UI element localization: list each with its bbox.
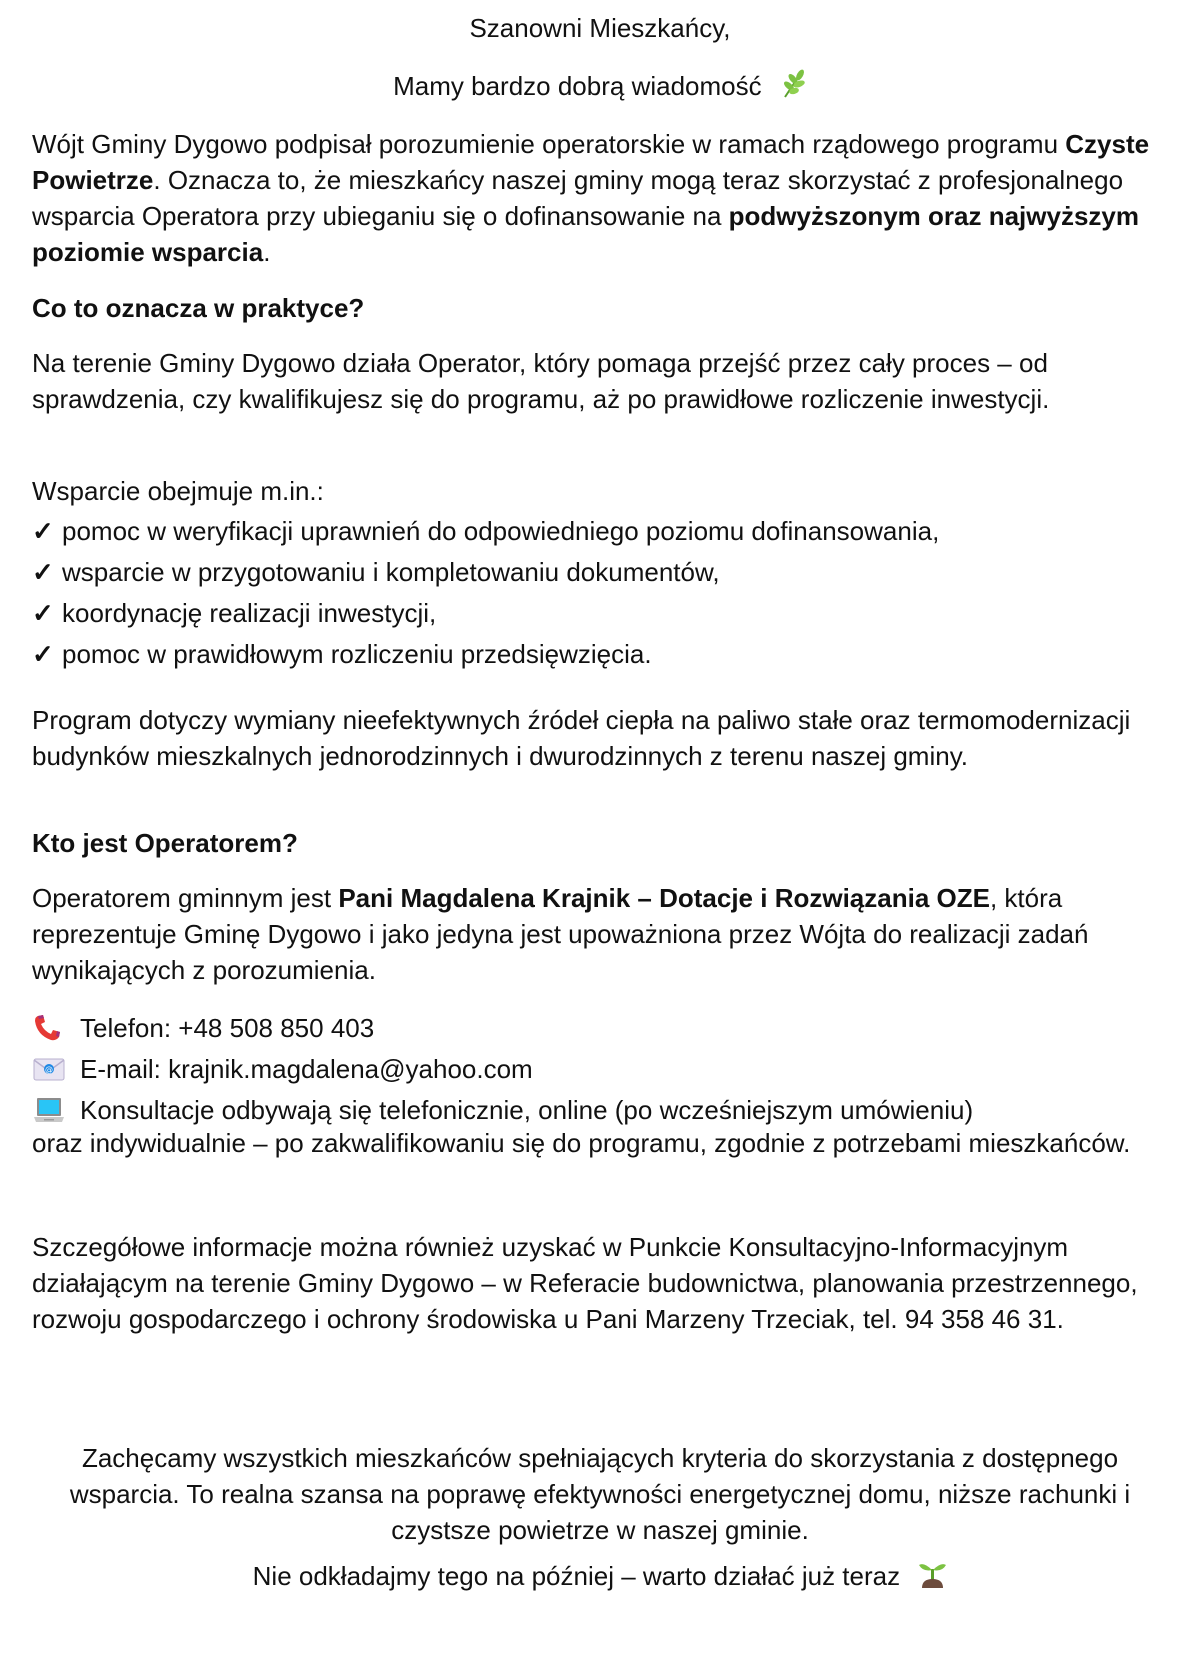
- list-item-text: wsparcie w przygotowaniu i kompletowaniu dokumentów,: [62, 557, 720, 587]
- heading-operator: Kto jest Operatorem?: [32, 828, 298, 858]
- phone-text[interactable]: Telefon: +48 508 850 403: [80, 1012, 375, 1043]
- contact-block: [32, 1007, 1172, 1161]
- support-list: [32, 513, 1172, 677]
- phone-icon: [32, 1013, 68, 1043]
- checkmark-icon: ✓: [32, 639, 54, 669]
- email-text[interactable]: E-mail: krajnik.magdalena@yahoo.com: [80, 1053, 533, 1084]
- operator-paragraph: [32, 880, 1172, 988]
- operator-name: Pani Magdalena Krajnik – Dotacje i Rozwiązania OZE: [338, 883, 990, 913]
- support-list-lead: Wsparcie obejmuje m.in.:: [32, 476, 324, 506]
- operator-text-2: , która reprezentuje Gminę Dygowo i jako jedyna jest upoważniona przez Wójta do realizacji zadań wynikających z porozumienia.: [32, 883, 1089, 985]
- consultations-text: Konsultacje odbywają się telefonicznie, online (po wcześniejszym umówieniu): [80, 1094, 974, 1125]
- herb-icon: [779, 69, 807, 108]
- intro-text-2: . Oznacza to, że mieszkańcy naszej gminy mogą teraz skorzystać z profesjonalnego wsparcia Operatora przy ubieganiu się o dofinansowanie na: [32, 165, 1124, 231]
- closing-paragraph: Zachęcamy wszystkich mieszkańców spełniających kryteria do skorzystania z dostępnego wsparcia. To realna szansa na poprawę efektywności energetycznej domu, niższe rachunki i czystsze powietrze w naszej gminie.: [69, 1443, 1131, 1545]
- list-item: [32, 554, 1172, 595]
- support-levels: podwyższonym oraz najwyższym poziomie wsparcia: [32, 201, 1139, 267]
- program-name: Czyste Powietrze: [32, 129, 1150, 195]
- checkmark-icon: ✓: [32, 598, 54, 628]
- heading-practice: Co to oznacza w praktyce?: [32, 293, 365, 323]
- intro-paragraph: [32, 126, 1172, 270]
- final-call: [0, 1558, 1200, 1598]
- greeting: Szanowni Mieszkańcy,: [469, 13, 731, 43]
- contact-email: [32, 1048, 1172, 1089]
- contact-consultations: [32, 1089, 1172, 1130]
- operator-text-1: Operatorem gminnym jest: [32, 883, 339, 913]
- headline: [0, 68, 1200, 108]
- list-item: [32, 513, 1172, 554]
- seedling-icon: [917, 1559, 947, 1598]
- list-item-text: pomoc w prawidłowym rozliczeniu przedsięwzięcia.: [62, 639, 652, 669]
- intro-text-1: Wójt Gminy Dygowo podpisał porozumienie operatorskie w ramach rządowego programu: [32, 129, 1066, 159]
- program-scope-paragraph: Program dotyczy wymiany nieefektywnych źródeł ciepła na paliwo stałe oraz termomodernizacji budynków mieszkalnych jednorodzinnych i dwurodzinnych z terenu naszej gminy.: [32, 705, 1131, 771]
- checkmark-icon: ✓: [32, 516, 54, 546]
- list-item: [32, 595, 1172, 636]
- email-icon: [32, 1054, 68, 1084]
- list-item-text: koordynację realizacji inwestycji,: [62, 598, 437, 628]
- consultations-continuation: oraz indywidualnie – po zakwalifikowaniu się do programu, zgodnie z potrzebami mieszkańców.: [32, 1128, 1131, 1158]
- intro-text-3: .: [263, 237, 271, 267]
- headline-text: Mamy bardzo dobrą wiadomość: [393, 71, 762, 101]
- final-text: Nie odkładajmy tego na później – warto działać już teraz: [252, 1561, 901, 1591]
- details-paragraph: Szczegółowe informacje można również uzyskać w Punkcie Konsultacyjno-Informacyjnym działającym na terenie Gminy Dygowo – w Referacie budownictwa, planowania przestrzennego, rozwoju gospodarczego i ochrony środowiska u Pani Marzeny Trzeciak, tel. 94 358 46 31.: [32, 1232, 1138, 1334]
- contact-phone: [32, 1007, 1172, 1048]
- svg-text:@: @: [45, 1064, 53, 1074]
- list-item: [32, 636, 1172, 677]
- practice-paragraph: Na terenie Gminy Dygowo działa Operator, który pomaga przejść przez cały proces – od sprawdzenia, czy kwalifikujesz się do programu, aż po prawidłowe rozliczenie inwestycji.: [32, 348, 1050, 414]
- laptop-icon: [32, 1095, 68, 1125]
- list-item-text: pomoc w weryfikacji uprawnień do odpowiedniego poziomu dofinansowania,: [62, 516, 940, 546]
- checkmark-icon: ✓: [32, 557, 54, 587]
